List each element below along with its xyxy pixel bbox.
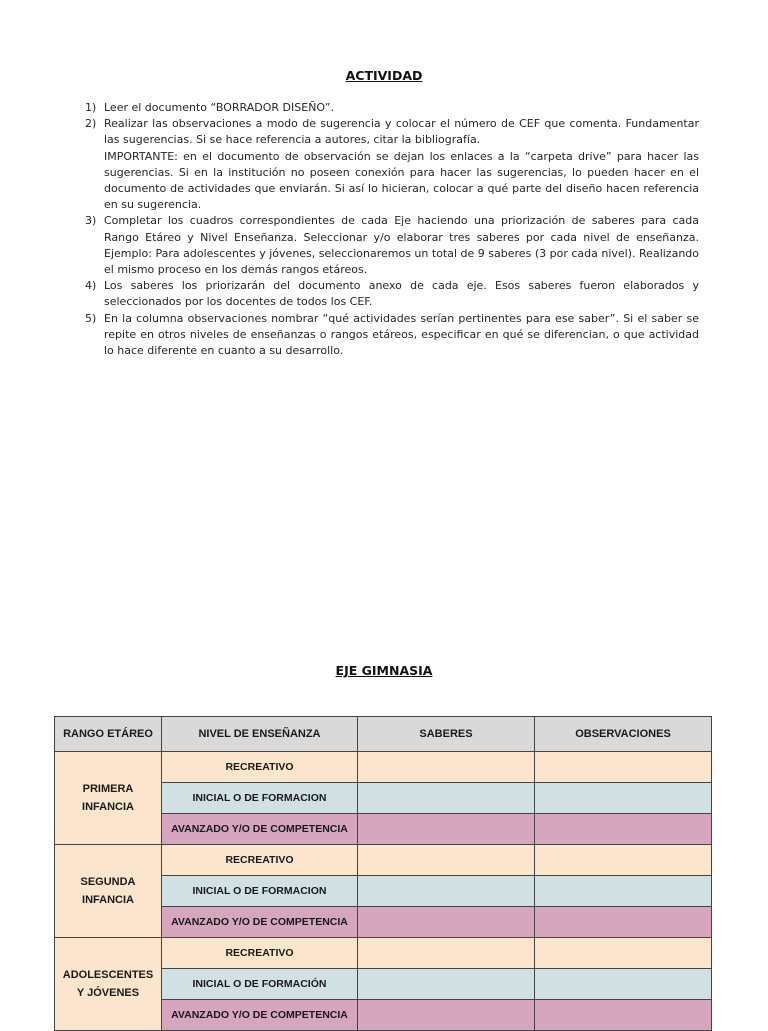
level-cell: INICIAL O DE FORMACION [162, 783, 358, 814]
instruction-text: En la columna observaciones nombrar “qué actividades serían pertinentes para ese saber”. Si el saber se repite en otros niveles de enseñanzas o rangos etáreos, especificar en qué se diferencian, o que actividad lo hace diferente en cuanto a su desarrollo. [104, 311, 699, 358]
header-saberes: SABERES [358, 717, 535, 752]
level-cell: AVANZADO Y/O DE COMPETENCIA [162, 907, 358, 938]
saberes-cell[interactable] [358, 814, 535, 845]
table-row [55, 845, 712, 876]
instruction-item [80, 213, 699, 278]
range-label-line: PRIMERA [82, 783, 134, 795]
range-cell-adolescentes-jovenes [55, 938, 162, 1031]
level-cell: INICIAL O DE FORMACION [162, 876, 358, 907]
range-label-line: INFANCIA [82, 894, 134, 906]
observaciones-cell[interactable] [535, 845, 712, 876]
range-label-line: ADOLESCENTES [62, 969, 154, 981]
saberes-table [54, 716, 712, 1031]
eje-title: EJE GIMNASIA [335, 663, 433, 678]
level-cell: RECREATIVO [162, 845, 358, 876]
range-label-line: SEGUNDA [80, 876, 136, 888]
table-header-row [55, 717, 712, 752]
range-label-line: INFANCIA [82, 801, 134, 813]
range-cell-segunda-infancia [55, 845, 162, 938]
instruction-text: Realizar las observaciones a modo de sugerencia y colocar el número de CEF que comenta. Fundamentar las sugerencias. Si se hace referencia a autores, citar la bibliografía. [104, 117, 699, 147]
instruction-number: 4) [85, 279, 97, 293]
instruction-important-note: IMPORTANTE: en el documento de observación se dejan los enlaces a la “carpeta drive” para hacer las sugerencias. Si en la institución no poseen conexión para hacer las sugerencias, lo pueden hacer en el documento de actividades que enviarán. Si así lo hicieran, colocar a qué parte del diseño hacen referencia en su sugerencia. [104, 149, 699, 212]
instruction-list [80, 100, 699, 359]
table-row [55, 938, 712, 969]
observaciones-cell[interactable] [535, 783, 712, 814]
table-row [55, 752, 712, 783]
instruction-text: Completar los cuadros correspondientes de cada Eje haciendo una priorización de saberes para cada Rango Etáreo y Nivel Enseñanza. Seleccionar y/o elaborar tres saberes por cada nivel de enseñanza. Ejemplo: Para adolescentes y jóvenes, seleccionaremos un total de 9 saberes (3 por cada nivel). Realizando el mismo proceso en los demás rangos etáreos. [104, 214, 699, 277]
observaciones-cell[interactable] [535, 876, 712, 907]
instruction-number: 2) [85, 117, 97, 131]
observaciones-cell[interactable] [535, 814, 712, 845]
header-nivel: NIVEL DE ENSEÑANZA [162, 717, 358, 752]
saberes-cell[interactable] [358, 876, 535, 907]
observaciones-cell[interactable] [535, 969, 712, 1000]
saberes-cell[interactable] [358, 845, 535, 876]
activity-title: ACTIVIDAD [345, 68, 423, 83]
observaciones-cell[interactable] [535, 752, 712, 783]
instruction-number: 1) [85, 101, 97, 114]
saberes-cell[interactable] [358, 1000, 535, 1031]
range-cell-primera-infancia [55, 752, 162, 845]
saberes-cell[interactable] [358, 938, 535, 969]
level-cell: RECREATIVO [162, 938, 358, 969]
level-cell: AVANZADO Y/O DE COMPETENCIA [162, 814, 358, 845]
instruction-text: Los saberes los priorizarán del documento anexo de cada eje. Esos saberes fueron elaborados y seleccionados por los docentes de todos los CEF. [104, 279, 699, 309]
instruction-text: Leer el documento “BORRADOR DISEÑO”. [104, 101, 335, 114]
level-cell: INICIAL O DE FORMACIÓN [162, 969, 358, 1000]
saberes-cell[interactable] [358, 969, 535, 1000]
instruction-number: 3) [85, 214, 97, 228]
instruction-item [80, 100, 699, 116]
observaciones-cell[interactable] [535, 1000, 712, 1031]
level-cell: RECREATIVO [162, 752, 358, 783]
instruction-item [80, 311, 699, 360]
range-label-line: Y JÓVENES [76, 987, 140, 999]
instruction-item [80, 278, 699, 310]
saberes-cell[interactable] [358, 752, 535, 783]
instruction-item [80, 116, 699, 213]
saberes-cell[interactable] [358, 907, 535, 938]
header-rango: RANGO ETÁREO [55, 717, 162, 752]
instruction-number: 5) [85, 311, 97, 325]
header-observaciones: OBSERVACIONES [535, 717, 712, 752]
level-cell: AVANZADO Y/O DE COMPETENCIA [162, 1000, 358, 1031]
observaciones-cell[interactable] [535, 907, 712, 938]
observaciones-cell[interactable] [535, 938, 712, 969]
saberes-cell[interactable] [358, 783, 535, 814]
